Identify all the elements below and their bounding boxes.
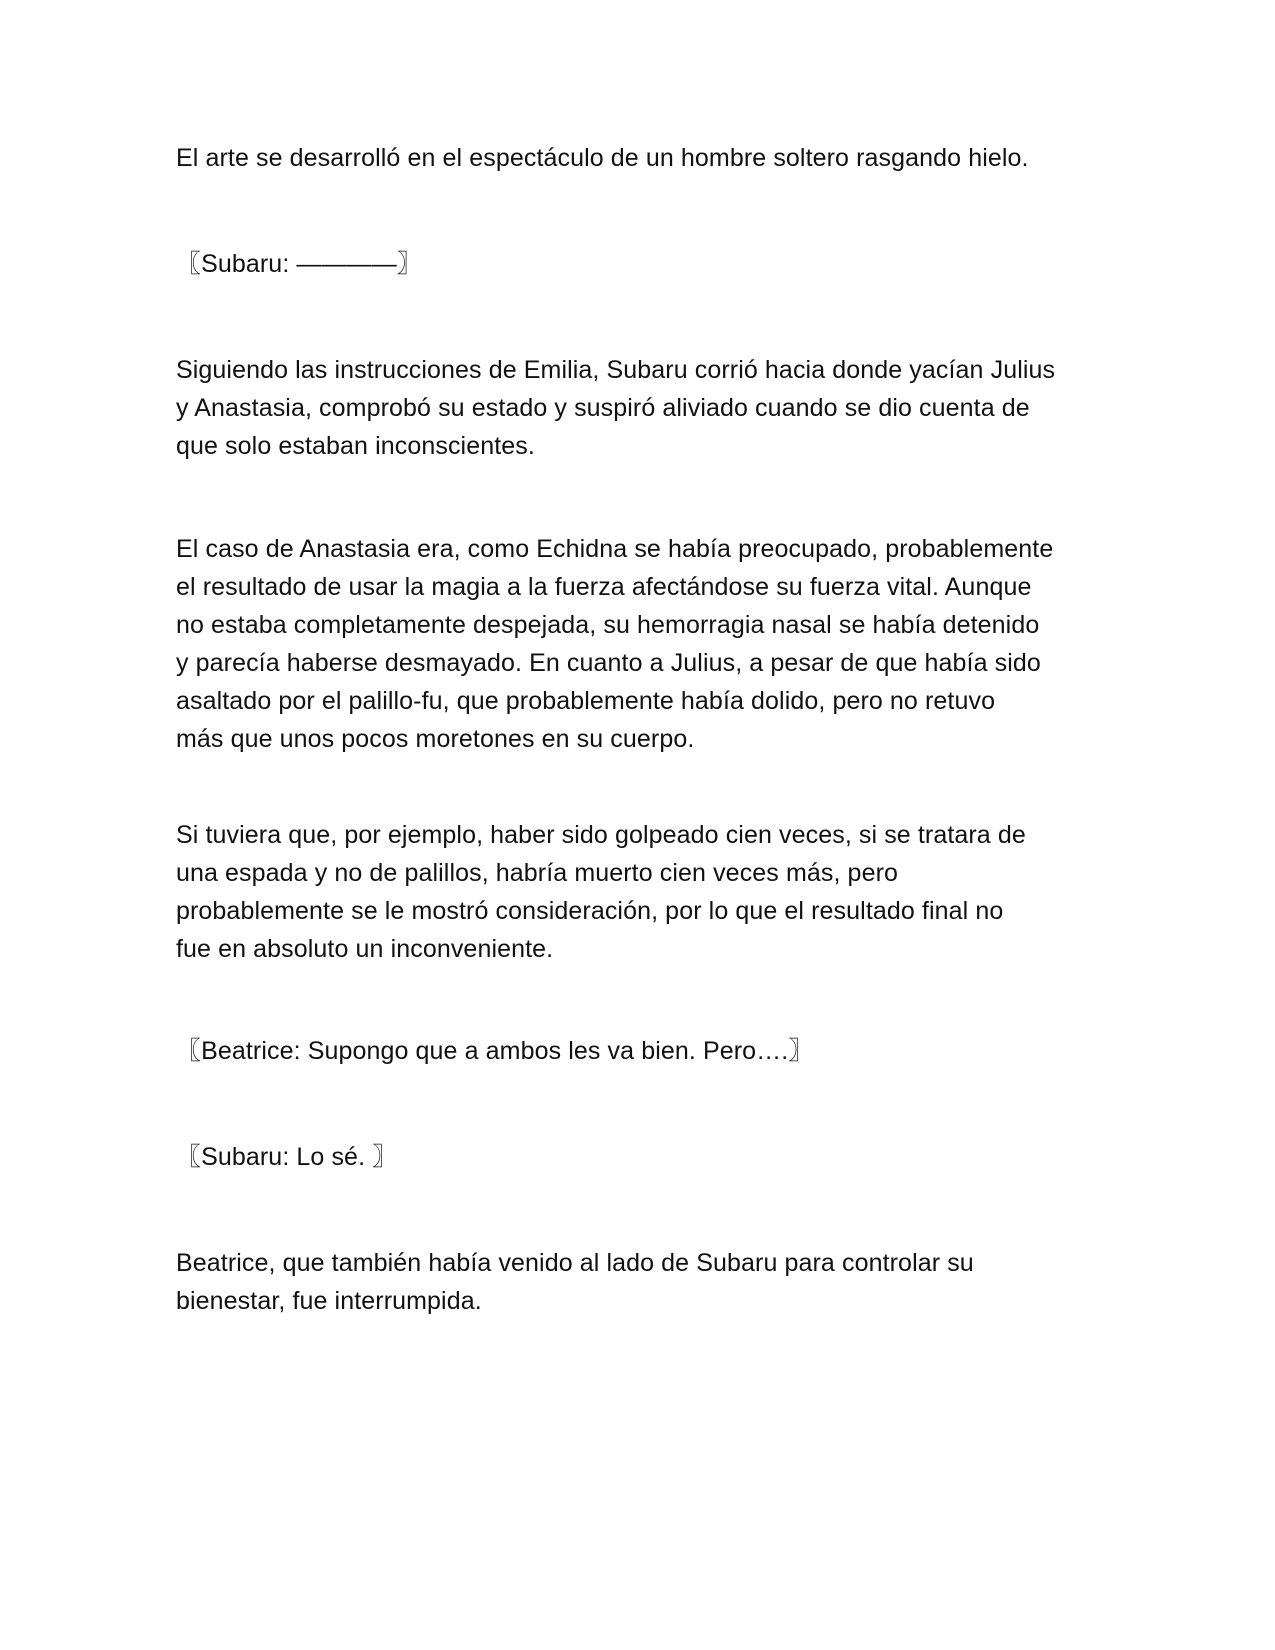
dialogue-line: 〖Subaru: ————〗: [176, 250, 422, 278]
dialogue-subaru-2: [176, 1138, 1106, 1176]
paragraph-line: probablemente se le mostró consideración, por lo que el resultado final no: [176, 897, 1004, 925]
dialogue-subaru-1: [176, 245, 1106, 283]
paragraph-line: Beatrice, que también había venido al lado de Subaru para controlar su: [176, 1249, 974, 1277]
dialogue-line: 〖Beatrice: Supongo que a ambos les va bien. Pero….〗: [176, 1037, 814, 1065]
paragraph-4: [176, 816, 1106, 968]
paragraph-line: bienestar, fue interrumpida.: [176, 1287, 482, 1315]
paragraph-line: que solo estaban inconscientes.: [176, 432, 535, 460]
paragraph-line: Siguiendo las instrucciones de Emilia, Subaru corrió hacia donde yacían Julius: [176, 356, 1056, 384]
paragraph-line: fue en absoluto un inconveniente.: [176, 935, 554, 963]
paragraph-1: [176, 139, 1106, 177]
paragraph-line: y parecía haberse desmayado. En cuanto a Julius, a pesar de que había sido: [176, 649, 1041, 677]
dialogue-beatrice: [176, 1032, 1106, 1070]
paragraph-line: El caso de Anastasia era, como Echidna se había preocupado, probablemente: [176, 535, 1054, 563]
paragraph-2: [176, 351, 1106, 465]
paragraph-line: no estaba completamente despejada, su hemorragia nasal se había detenido: [176, 611, 1040, 639]
dialogue-line: 〖Subaru: Lo sé. 〗: [176, 1143, 398, 1171]
paragraph-line: y Anastasia, comprobó su estado y suspiró aliviado cuando se dio cuenta de: [176, 394, 1030, 422]
paragraph-line: una espada y no de palillos, habría muerto cien veces más, pero: [176, 859, 898, 887]
paragraph-line: el resultado de usar la magia a la fuerza afectándose su fuerza vital. Aunque: [176, 573, 1032, 601]
paragraph-5: [176, 1244, 1106, 1320]
paragraph-line: Si tuviera que, por ejemplo, haber sido golpeado cien veces, si se tratara de: [176, 821, 1026, 849]
paragraph-line: El arte se desarrolló en el espectáculo de un hombre soltero rasgando hielo.: [176, 144, 1029, 172]
paragraph-3: [176, 530, 1106, 758]
paragraph-line: más que unos pocos moretones en su cuerpo.: [176, 725, 695, 753]
paragraph-line: asaltado por el palillo-fu, que probablemente había dolido, pero no retuvo: [176, 687, 996, 715]
